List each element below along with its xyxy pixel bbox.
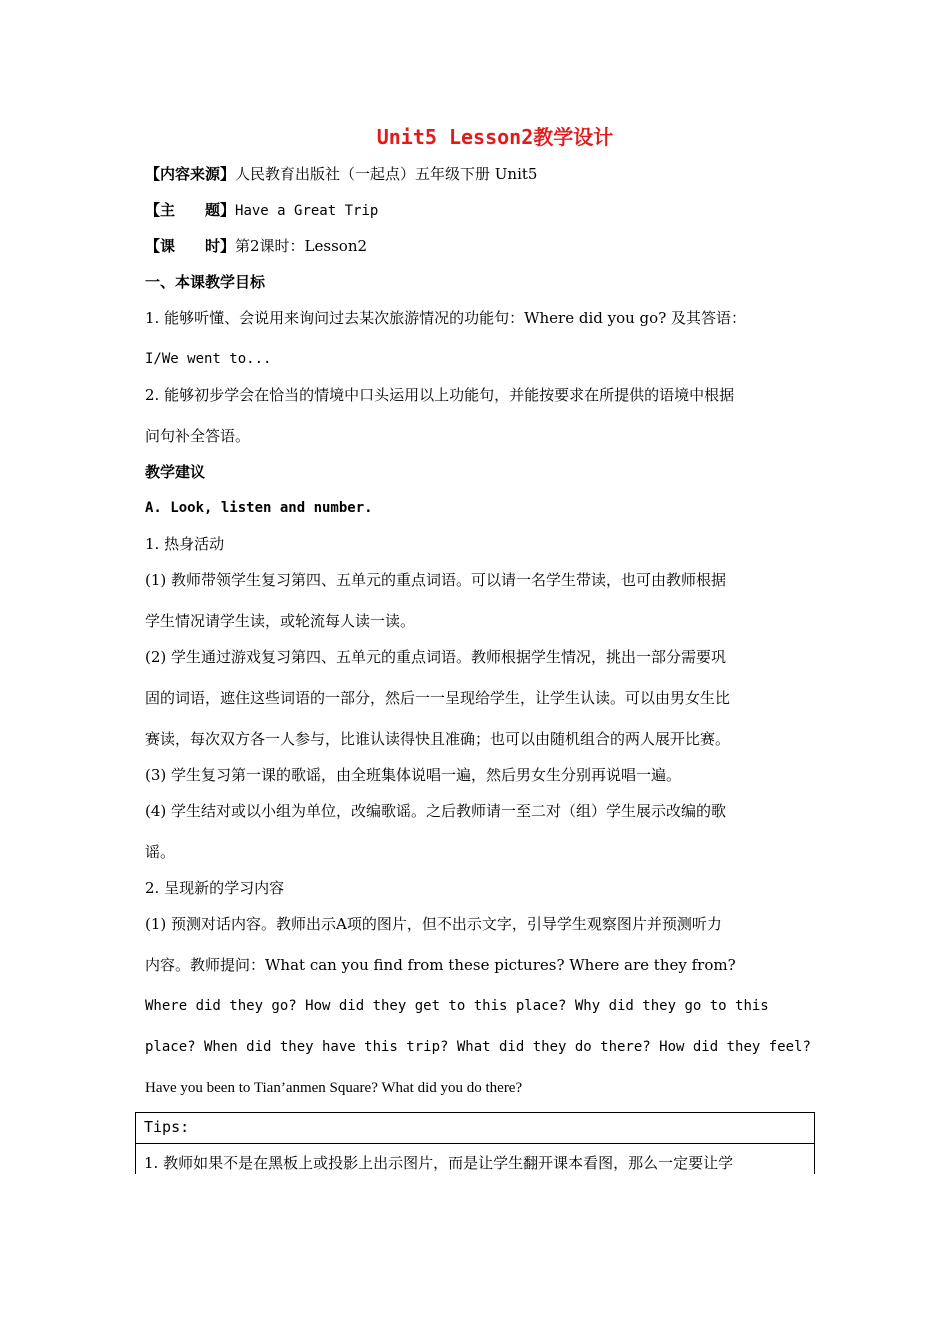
warmup-1-line-1: (1) 教师带领学生复习第四、五单元的重点词语。可以请一名学生带读，也可由教师根据: [145, 571, 727, 589]
present-1-line-5: Have you been to Tian’anmen Square? What did you do there?: [145, 1080, 523, 1096]
meta-source-label: 【内容来源】: [145, 165, 236, 183]
warmup-4-line-1: (4) 学生结对或以小组为单位，改编歌谣。之后教师请一至二对（组）学生展示改编的歌: [145, 802, 727, 820]
meta-topic: [145, 200, 815, 221]
warmup-2-line-2: 固的词语，遮住这些词语的一部分，然后一一呈现给学生，让学生认读。可以由男女生比: [145, 689, 731, 707]
warmup-4-line-2: 谣。: [145, 843, 176, 861]
present-1-line-1: (1) 预测对话内容。教师出示A项的图片，但不出示文字，引导学生观察图片并预测听力: [145, 915, 722, 933]
tips-divider: [135, 1143, 815, 1144]
meta-topic-label: 【主 题】: [145, 201, 236, 219]
meta-period: [145, 236, 815, 256]
warmup-1-line-2: 学生情况请学生读，或轮流每人读一读。: [145, 612, 416, 630]
present-1-line-2: 内容。教师提问：What can you find from these pictures? Where are they from?: [145, 956, 736, 974]
objective-2-line-1: 2. 能够初步学会在恰当的情境中口头运用以上功能句，并能按要求在所提供的语境中根据: [145, 386, 735, 404]
objective-1-line-1: 1. 能够听懂、会说用来询问过去某次旅游情况的功能句：Where did you go? 及其答语：: [145, 309, 746, 327]
present-1-line-3: Where did they go? How did they get to this place? Why did they go to this: [145, 998, 769, 1014]
warmup-2-line-1: (2) 学生通过游戏复习第四、五单元的重点词语。教师根据学生情况，挑出一部分需要巩: [145, 648, 727, 666]
section-heading-suggestions: 教学建议: [145, 463, 206, 481]
meta-topic-value: Have a Great Trip: [235, 203, 379, 219]
section-heading-objectives: 一、本课教学目标: [145, 273, 266, 291]
meta-period-value: 第2课时：Lesson2: [235, 237, 368, 255]
meta-source-value: 人民教育出版社（一起点）五年级下册 Unit5: [235, 165, 538, 183]
warmup-3: (3) 学生复习第一课的歌谣，由全班集体说唱一遍，然后男女生分别再说唱一遍。: [145, 766, 682, 784]
meta-period-label: 【课 时】: [145, 237, 236, 255]
present-heading: 2. 呈现新的学习内容: [145, 879, 285, 897]
document-title: Unit5 Lesson2教学设计: [376, 125, 614, 149]
tips-label: Tips:: [144, 1118, 190, 1136]
present-1-line-4: place? When did they have this trip? What did they do there? How did they feel?: [145, 1039, 811, 1055]
objective-2-line-2: 问句补全答语。: [145, 427, 251, 445]
warmup-2-line-3: 赛读，每次双方各一人参与，比谁认读得快且准确；也可以由随机组合的两人展开比赛。: [145, 730, 731, 748]
tips-item-1: 1. 教师如果不是在黑板上或投影上出示图片，而是让学生翻开课本看图，那么一定要让学: [144, 1154, 734, 1172]
objective-1-line-2: I/We went to...: [145, 351, 272, 367]
warmup-heading: 1. 热身活动: [145, 535, 225, 553]
part-a-heading: A. Look, listen and number.: [145, 500, 373, 516]
meta-source: [145, 164, 815, 184]
